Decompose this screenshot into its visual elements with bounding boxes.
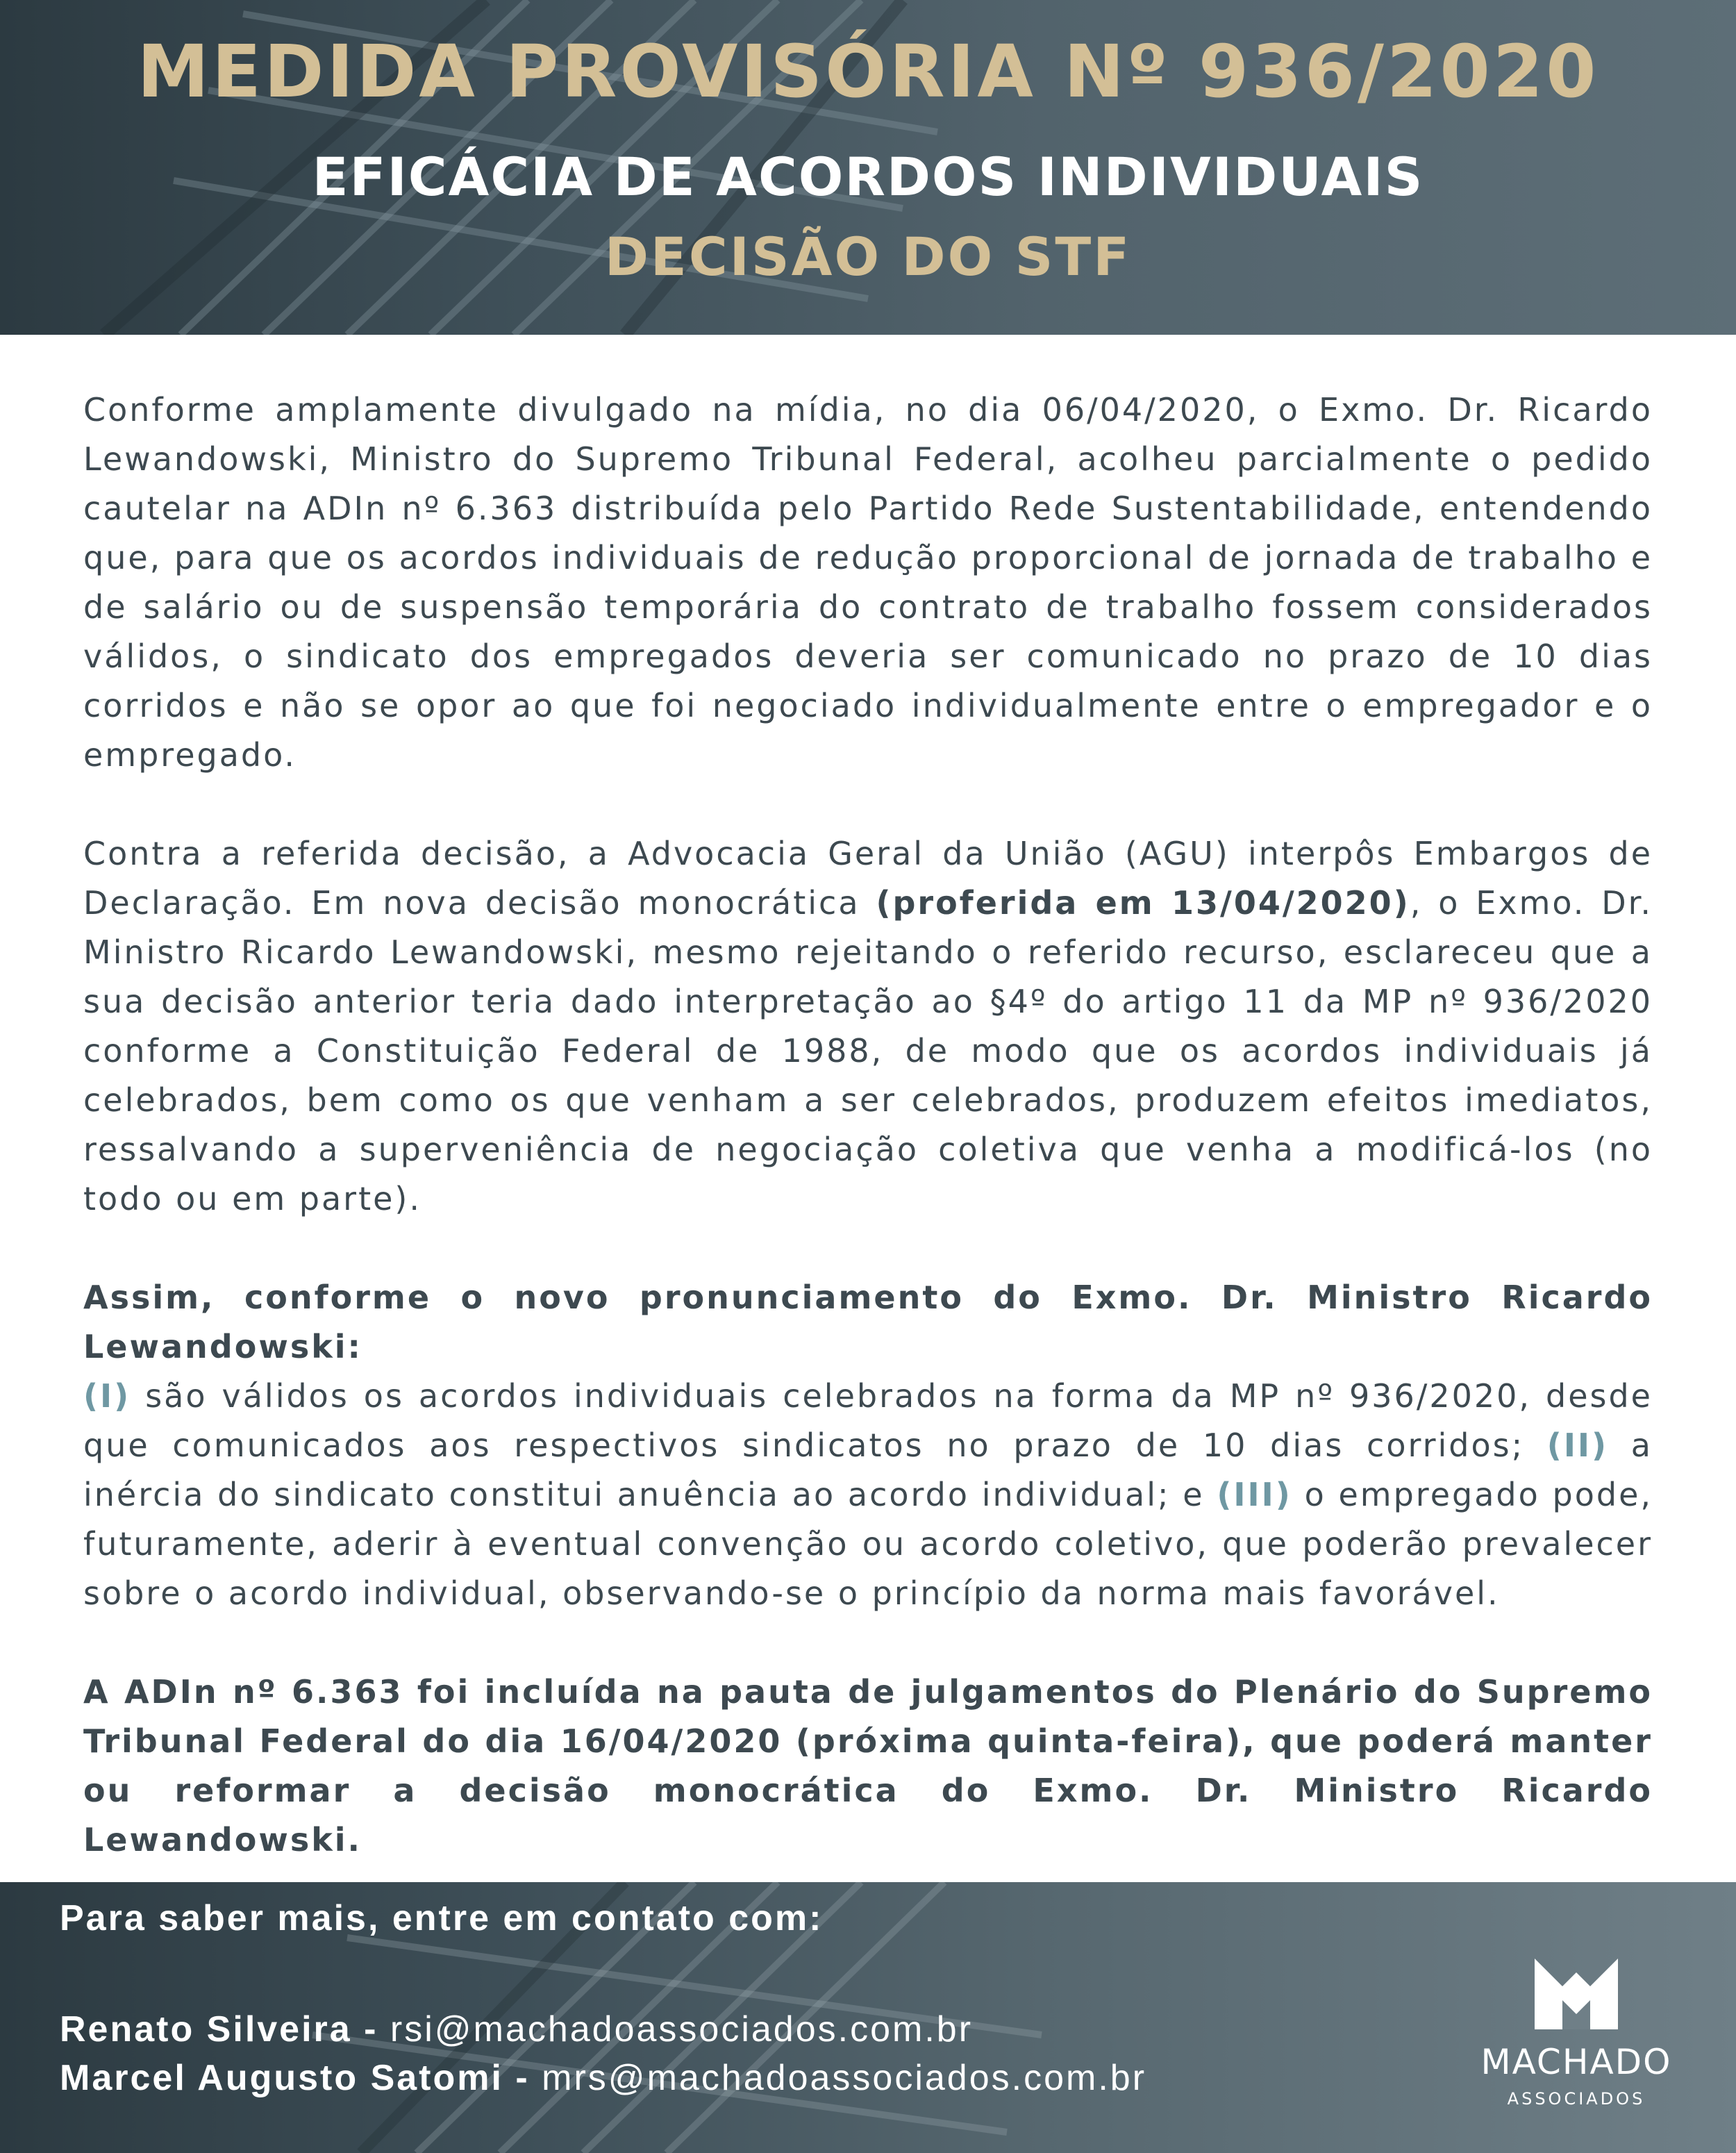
page-title: MEDIDA PROVISÓRIA Nº 936/2020 xyxy=(137,29,1599,114)
contact-1 xyxy=(60,2009,973,2050)
footer-heading: Para saber mais, entre em contato com: xyxy=(60,1898,824,1938)
item-2-marker: (II) xyxy=(1546,1427,1609,1464)
contact-2 xyxy=(60,2057,1146,2099)
item-2-text: a inércia do sindicato constitui anuência ao acordo individual; e xyxy=(83,1427,1653,1513)
paragraph-3 xyxy=(83,1273,1653,1372)
page-subtitle: EFICÁCIA DE ACORDOS INDIVIDUAIS xyxy=(312,146,1424,208)
contact-2-email[interactable]: mrs@machadoassociados.com.br xyxy=(542,2058,1147,2098)
logo-subname: ASSOCIADOS xyxy=(1507,2089,1646,2109)
page-subtitle-2: DECISÃO DO STF xyxy=(604,226,1132,288)
contact-1-name: Renato Silveira - xyxy=(60,2009,378,2050)
paragraph-2-text-b: , o Exmo. Dr. Ministro Ricardo Lewandowski, mesmo rejeitando o referido recurso, esclareceu que a sua decisão anterior teria dado interpretação ao §4º do artigo 11 da MP nº 936/2020 conforme a Constituição Federal de 1988, de modo que os acordos individuais já celebrados, bem como os que venham a ser celebrados, produzem efeitos imediatos, ressalvando a superveniência de negociação coletiva que venha a modificá-los (no todo ou em parte). xyxy=(83,884,1653,1217)
paragraph-3-list xyxy=(83,1372,1653,1618)
paragraph-2 xyxy=(83,829,1653,1224)
paragraph-4: A ADIn nº 6.363 foi incluída na pauta de julgamentos do Plenário do Supremo Tribunal Federal do dia 16/04/2020 (próxima quinta-feira), que poderá manter ou reformar a decisão monocrática do Exmo. Dr. Ministro Ricardo Lewandowski. xyxy=(83,1673,1653,1859)
logo-name: MACHADO xyxy=(1480,2042,1672,2082)
paragraph-2-text-a: Contra a referida decisão, a Advocacia Geral da União (AGU) interpôs Embargos de Declaração. Em nova decisão monocrática xyxy=(83,835,1653,922)
paragraph-3-heading: Assim, conforme o novo pronunciamento do Exmo. Dr. Ministro Ricardo Lewandowski: xyxy=(83,1279,1653,1365)
item-3-marker: (III) xyxy=(1217,1476,1292,1513)
item-1-text: são válidos os acordos individuais celebrados na forma da MP nº 936/2020, desde que comunicados aos respectivos sindicatos no prazo de 10 dias corridos; xyxy=(83,1377,1653,1464)
item-3-text: o empregado pode, futuramente, aderir à eventual convenção ou acordo coletivo, que poderão prevalecer sobre o acordo individual, observando-se o princípio da norma mais favorável. xyxy=(83,1476,1653,1612)
article-body xyxy=(83,385,1653,1914)
item-1-marker: (I) xyxy=(83,1377,131,1415)
paragraph-2-date: (proferida em 13/04/2020) xyxy=(876,884,1410,922)
paragraph-1: Conforme amplamente divulgado na mídia, no dia 06/04/2020, o Exmo. Dr. Ricardo Lewandowski, Ministro do Supremo Tribunal Federal, acolheu parcialmente o pedido cautelar na ADIn nº 6.363 distribuída pelo Partido Rede Sustentabilidade, entendendo que, para que os acordos individuais de redução proporcional de jornada de trabalho e de salário ou de suspensão temporária do contrato de trabalho fossem considerados válidos, o sindicato dos empregados deveria ser comunicado no prazo de 10 dias corridos e não se opor ao que foi negociado individualmente entre o empregador e o empregado. xyxy=(83,391,1653,774)
header-banner xyxy=(0,0,1736,335)
contact-2-name: Marcel Augusto Satomi - xyxy=(60,2058,530,2098)
contact-1-email[interactable]: rsi@machadoassociados.com.br xyxy=(390,2009,974,2050)
